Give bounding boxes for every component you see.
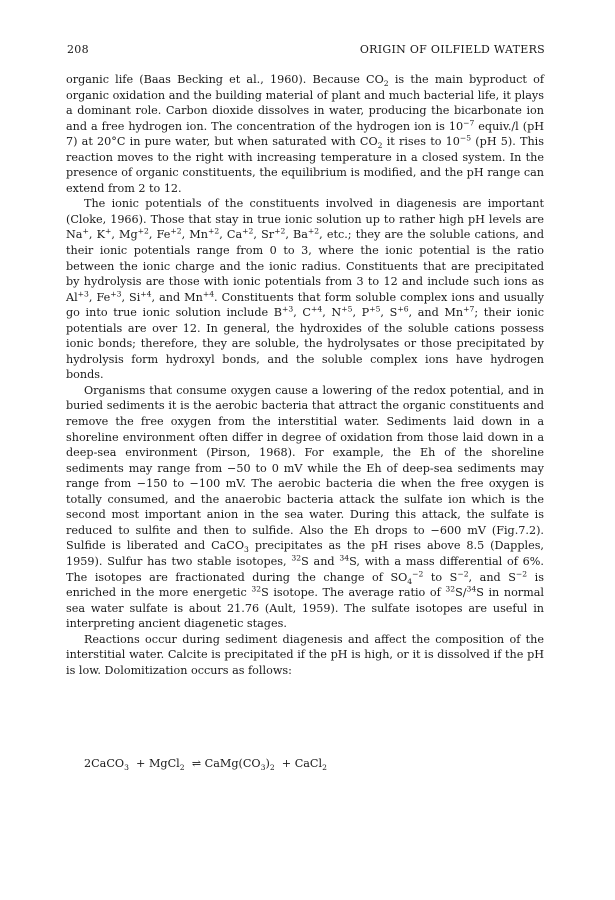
paragraph-1: organic life (Baas Becking et al., 1960). Because $CO_2$ is the main byproduct of organic oxidation and the building material of plant and much bacterial life, it plays a dominant role. Carbon dioxide dissolves in water, producing the bicarbonate ion and a free hydrogen ion. The concentration of the hydrogen ion is $10^{-7}$ equiv./l (pH 7) at 20°C in pure water, but when saturated with $CO_2$ it rises to $10^{-5}$ (pH 5). This reaction moves to the right with increasing temperature in a closed system. In the presence of organic constituents, the equilibrium is modified, and the pH range can extend from 2 to 12. <box>66 73 545 195</box>
page-number: 208 <box>67 43 89 56</box>
paragraph-3: Organisms that consume oxygen cause a lowering of the redox potential, and in buried sediments it is the aerobic bacteria that attract the organic constituents and remove the free oxygen from the interstitial water. Sediments laid down in a shoreline environment often differ in degree of oxidation from those laid down in a deep-sea environment (Pirson, 1968). For example, the Eh of the shoreline sediments may range from −50 to 0 mV while the Eh of deep-sea sediments may range from −150 to −100 mV. The aerobic bacteria die when the free oxygen is totally consumed, and the anaerobic bacteria attack the sulfate ion which is the second most important anion in the sea water. During this attack, the sulfate is reduced to sulfite and then to sulfide. Also the Eh drops to −600 mV (Fig.7.2). Sulfide is liberated and CaCO$_3$ precipitates as the pH rises above 8.5 (Dapples, 1959). Sulfur has two stable isotopes, $^{32}$S and $^{34}$S, with a mass differential of 6%. The isotopes are fractionated during the change of $SO_4^{-2}$ to $S^{-2}$, and $S^{-2}$ is enriched in the more energetic $^{32}$S isotope. The average ratio of $^{32}$S/$^{34}$S in normal sea water sulfate is about 21.76 (Ault, 1959). The sulfate isotopes are useful in interpreting ancient diagenetic stages. <box>66 383 545 631</box>
body-text <box>66 72 544 678</box>
running-title: ORIGIN OF OILFIELD WATERS <box>359 43 545 56</box>
paragraph-2: The ionic potentials of the constituents involved in diagenesis are important (Cloke, 1966). Those that stay in true ionic solution up to rather high pH levels are Na+, K+, $Mg^{+2}$, $Fe^{+2}$, $Mn^{+2}$, $Ca^{+2}$, $Sr^{+2}$, $Ba^{+2}$, etc.; they are the soluble cations, and their ionic potentials range from 0 to 3, where the ionic potential is the ratio between the ionic charge and the ionic radius. Constituents that are precipitated by hydrolysis are those with ionic potentials from 3 to 12 and include such ions as $Al^{+3}$, $Fe^{+3}$, $Si^{+4}$, and $Mn^{+4}$. Constituents that form soluble complex ions and usually go into true ionic solution include $B^{+3}$, $C^{+4}$, $N^{+5}$, $P^{+5}$, $S^{+6}$, and $Mn^{+7}$; their ionic potentials are over 12. In general, the hydroxides of the soluble cations possess ionic bonds; therefore, they are soluble, the hydrolysates or those precipitated by hydrolysis form hydroxyl bonds, and the soluble complex ions have hydrogen bonds. <box>66 197 545 382</box>
paragraph-4: Reactions occur during sediment diagenesis and affect the composition of the interstitial water. Calcite is precipitated if the pH is high, or it is dissolved if the pH is low. Dolomitization occurs as follows: <box>66 632 544 677</box>
dolomitization-equation: 2CaCO$_3$ + MgCl$_2$ ⇌ $CaMg(CO_3)_2$ + CaCl$_2$ <box>84 757 327 773</box>
page-header <box>67 43 545 56</box>
